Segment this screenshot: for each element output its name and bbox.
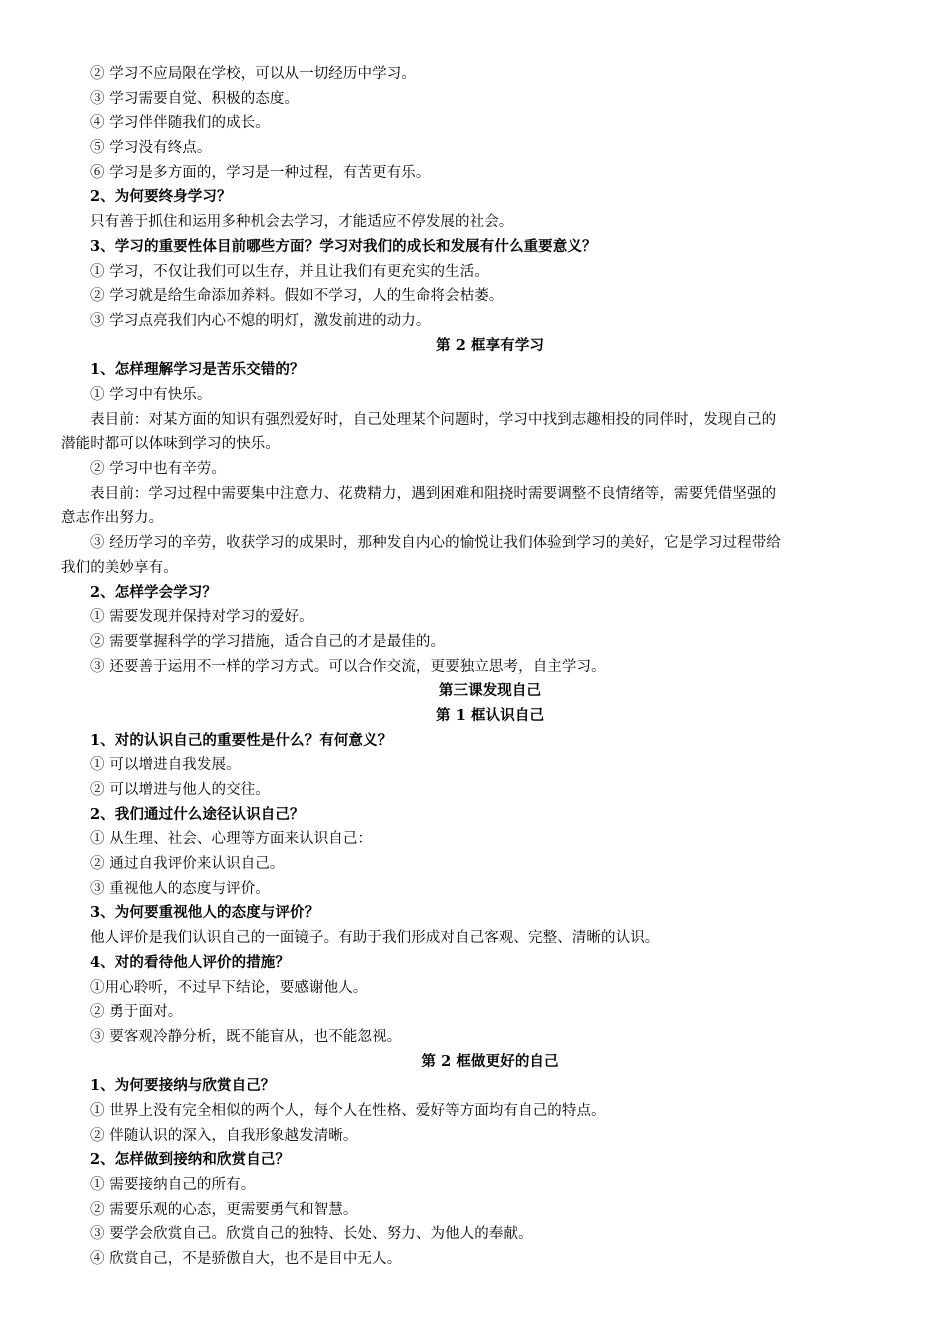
paragraph-line: 表目前：学习过程中需要集中注意力、花费精力，遇到困难和阻挠时需要调整不良情绪等，需要凭借坚强的 xyxy=(90,485,777,502)
section-heading: 第 2 框享有学习 xyxy=(435,336,545,354)
paragraph-line: 表目前：对某方面的知识有强烈爱好时，自己处理某个问题时，学习中找到志趣相投的同伴时，发现自己的 xyxy=(90,411,777,428)
answer-line: ③ 重视他人的态度与评价。 xyxy=(90,880,270,897)
question-heading: 2、我们通过什么途径认识自己？ xyxy=(90,805,305,823)
answer-line: ⑤ 学习没有终点。 xyxy=(90,140,212,157)
answer-line: ③ 要学会欣赏自己。欣赏自己的独特、长处、努力、为他人的奉献。 xyxy=(90,1226,533,1243)
answer-line: ② 伴随认识的深入，自我形象越发清晰。 xyxy=(90,1127,358,1144)
section-heading: 第 2 框做更好的自己 xyxy=(421,1052,559,1070)
question-heading: 2、为何要终身学习？ xyxy=(90,188,232,206)
answer-line: ② 需要掌握科学的学习措施，适合自己的才是最佳的。 xyxy=(90,633,446,650)
paragraph xyxy=(61,531,890,580)
paragraph-line: 意志作出努力。 xyxy=(61,510,164,527)
answer-line: ② 学习就是给生命添加养料。假如不学习，人的生命将会枯萎。 xyxy=(90,288,504,305)
answer-line: 只有善于抓住和运用多种机会去学习，才能适应不停发展的社会。 xyxy=(90,214,514,231)
paragraph-line: 我们的美妙享有。 xyxy=(61,559,178,576)
answer-line: ① 需要接纳自己的所有。 xyxy=(90,1177,256,1194)
question-heading: 2、怎样学会学习？ xyxy=(90,583,217,601)
question-heading: 4、对的看待他人评价的措施？ xyxy=(90,953,290,971)
answer-line: ① 可以增进自我发展。 xyxy=(90,757,241,774)
paragraph xyxy=(61,408,890,457)
answer-line: ④ 欣赏自己，不是骄傲自大，也不是目中无人。 xyxy=(90,1251,402,1268)
answer-line: ② 可以增进与他人的交往。 xyxy=(90,782,270,799)
answer-line: ① 学习中有快乐。 xyxy=(90,386,212,403)
section-heading: 第三课发现自己 xyxy=(438,682,542,700)
question-heading: 3、学习的重要性体目前哪些方面？学习对我们的成长和发展有什么重要意义？ xyxy=(90,237,597,255)
answer-line: ③ 学习需要自觉、积极的态度。 xyxy=(90,90,300,107)
answer-line: 他人评价是我们认识自己的一面镜子。有助于我们形成对自己客观、完整、清晰的认识。 xyxy=(90,930,660,947)
answer-line: ③ 还要善于运用不一样的学习方式。可以合作交流，更要独立思考，自主学习。 xyxy=(90,658,606,675)
answer-line: ① 需要发现并保持对学习的爱好。 xyxy=(90,609,314,626)
answer-line: ② 勇于面对。 xyxy=(90,1004,183,1021)
answer-line: ①用心聆听，不过早下结论，要感谢他人。 xyxy=(90,979,368,996)
answer-line: ③ 要客观冷静分析，既不能盲从，也不能忽视。 xyxy=(90,1028,402,1045)
answer-line: ④ 学习伴伴随我们的成长。 xyxy=(90,115,270,132)
paragraph xyxy=(61,482,890,531)
paragraph-line: 潜能时都可以体味到学习的快乐。 xyxy=(61,436,280,453)
paragraph-line: ③ 经历学习的辛劳，收获学习的成果时，那种发自内心的愉悦让我们体验到学习的美好，它是学习过程带给 xyxy=(90,535,781,552)
question-heading: 3、为何要重视他人的态度与评价？ xyxy=(90,904,320,922)
answer-line: ③ 学习点亮我们内心不熄的明灯，激发前进的动力。 xyxy=(90,312,431,329)
answer-line: ② 学习不应局限在学校，可以从一切经历中学习。 xyxy=(90,66,416,82)
question-heading: 2、怎样做到接纳和欣赏自己？ xyxy=(90,1151,290,1169)
section-heading: 第 1 框认识自己 xyxy=(435,706,545,724)
question-heading: 1、为何要接纳与欣赏自己？ xyxy=(90,1077,276,1095)
answer-line: ① 世界上没有完全相似的两个人，每个人在性格、爱好等方面均有自己的特点。 xyxy=(90,1102,606,1119)
answer-line: ② 学习中也有辛劳。 xyxy=(90,461,227,478)
answer-line: ② 需要乐观的心态，更需要勇气和智慧。 xyxy=(90,1201,358,1218)
document-body xyxy=(61,62,890,1272)
question-heading: 1、怎样理解学习是苦乐交错的？ xyxy=(90,361,305,379)
answer-line: ② 通过自我评价来认识自己。 xyxy=(90,856,285,873)
answer-line: ① 学习，不仅让我们可以生存，并且让我们有更充实的生活。 xyxy=(90,263,489,280)
question-heading: 1、对的认识自己的重要性是什么？有何意义？ xyxy=(90,731,393,749)
answer-line: ⑥ 学习是多方面的，学习是一种过程，有苦更有乐。 xyxy=(90,164,431,181)
answer-line: ① 从生理、社会、心理等方面来认识自己： xyxy=(90,831,373,848)
